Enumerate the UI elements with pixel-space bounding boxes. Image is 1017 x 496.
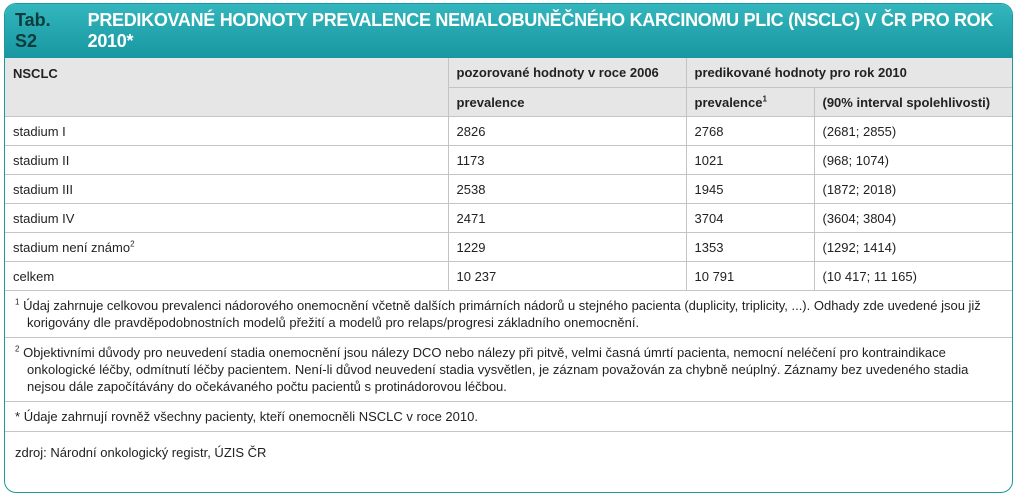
table-title-bar [5,4,1012,58]
predicted-value: 2768 [686,117,814,146]
observed-value: 1173 [448,146,686,175]
row-label: stadium I [5,117,448,146]
predicted-value: 10 791 [686,262,814,291]
table-row [5,175,1012,204]
footnote-2: $^2$ Objektivními důvody pro neuvedení stadia onemocnění jsou nálezy DCO nebo nálezy při pitvě, velmi časná úmrtí pacienta, nemocní neléčení pro kontraindikace onkologické léčby, odmítnutí léčby pacientem. Není-li důvod neuvedení stadia vysvětlen, je záznam považován za chybně neúplný. Záznamy bez uvedeného stadia nejsou dále započítávány do očekávaného počtu pacientů s protinádorovou léčbou. [5,338,1012,402]
column-group-predicted: predikované hodnoty pro rok 2010 [686,58,1012,88]
confidence-interval: (968; 1074) [814,146,1012,175]
row-label: celkem [5,262,448,291]
row-label: stadium II [5,146,448,175]
column-header-nsclc: NSCLC [5,58,448,117]
row-label: stadium IV [5,204,448,233]
table-row [5,262,1012,291]
column-header-observed-prevalence: prevalence [448,88,686,117]
observed-value: 2471 [448,204,686,233]
observed-value: 2538 [448,175,686,204]
table-row [5,146,1012,175]
source-note: zdroj: Národní onkologický registr, ÚZIS ČR [15,445,267,460]
predicted-value: 3704 [686,204,814,233]
prevalence-table [5,58,1012,291]
row-label: stadium není známo$^2$ [5,233,448,262]
observed-value: 2826 [448,117,686,146]
observed-value: 10 237 [448,262,686,291]
column-group-observed: pozorované hodnoty v roce 2006 [448,58,686,88]
confidence-interval: (1292; 1414) [814,233,1012,262]
table-number: Tab. S2 [15,10,51,51]
footnotes [5,291,1012,473]
confidence-interval: (1872; 2018) [814,175,1012,204]
confidence-interval: (3604; 3804) [814,204,1012,233]
table-title: PREDIKOVANÉ HODNOTY PREVALENCE NEMALOBUNĚČNÉHO KARCINOMU PLIC (NSCLC) V ČR PRO ROK 2010* [87,10,994,51]
predicted-value: 1021 [686,146,814,175]
confidence-interval: (2681; 2855) [814,117,1012,146]
column-header-confidence-interval: (90% interval spolehlivosti) [814,88,1012,117]
footnote-1: $^1$ Údaj zahrnuje celkovou prevalenci nádorového onemocnění včetně dalších primárních nádorů u stejného pacienta (duplicity, triplicity, ...). Odhady zde uvedené jsou již korigovány dle pravděpodobnostních modelů přežití a modelů pro relaps/progresi základního onemocnění. [5,291,1012,338]
footnote-asterisk: * Údaje zahrnují rovněž všechny pacienty, kteří onemocněli NSCLC v roce 2010. [5,402,1012,432]
confidence-interval: (10 417; 11 165) [814,262,1012,291]
column-header-predicted-prevalence: prevalence$^1$ [686,88,814,117]
row-label: stadium III [5,175,448,204]
table-card [4,3,1013,493]
predicted-value: 1353 [686,233,814,262]
table-row [5,204,1012,233]
observed-value: 1229 [448,233,686,262]
table-row [5,117,1012,146]
predicted-value: 1945 [686,175,814,204]
table-row [5,233,1012,262]
